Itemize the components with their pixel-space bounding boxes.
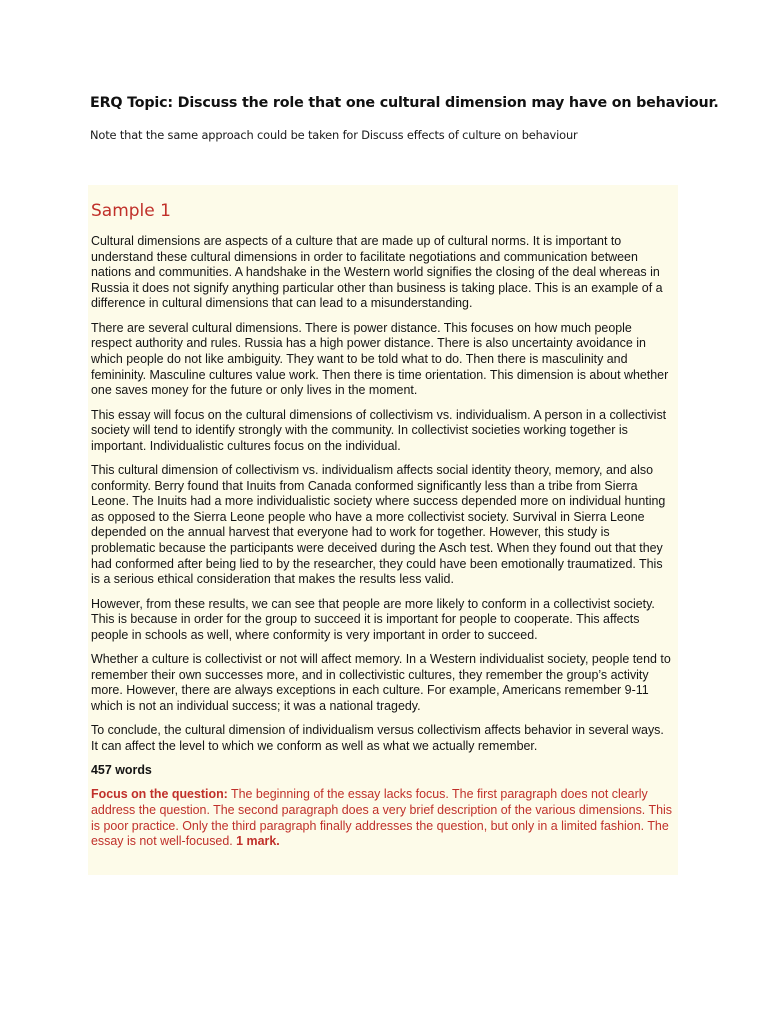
essay-paragraph-7: To conclude, the cultural dimension of individualism versus collectivism affects behavior in several ways. It can affect the level to which we conform as well as what we actually remember.: [91, 723, 664, 753]
sample-heading: Sample 1: [91, 201, 171, 221]
word-count: 457 words: [91, 763, 152, 778]
sample-panel: [88, 185, 678, 875]
feedback-text: The beginning of the essay lacks focus. The first paragraph does not clearly address the question. The second paragraph does a very brief description of the various dimensions. This is poor practice. Only the third paragraph finally addresses the question, but only in a limited fashion. The essay is not well-focused.: [91, 787, 672, 849]
essay-paragraph-2: There are several cultural dimensions. There is power distance. This focuses on how much people respect authority and rules. Russia has a high power distance. There is also uncertainty avoidance in which people do not like ambiguity. They want to be told what to do. Then there is masculinity and femininity. Masculine cultures value work. Then there is time orientation. This dimension is about whether one saves money for the future or only lives in the moment.: [91, 320, 669, 398]
essay-paragraph-3: This essay will focus on the cultural dimensions of collectivism vs. individualism. A person in a collectivist society will tend to identify strongly with the community. In collectivist societies working together is important. Individualistic cultures focus on the individual.: [91, 407, 667, 453]
feedback-mark: 1 mark.: [236, 834, 280, 849]
page-title: ERQ Topic: Discuss the role that one cultural dimension may have on behaviour.: [90, 95, 719, 111]
essay-paragraph-1: Cultural dimensions are aspects of a culture that are made up of cultural norms. It is important to understand these cultural dimensions in order to facilitate negotiations and communication between nations and communities. A handshake in the Western world signifies the closing of the deal whereas in Russia it does not signify anything particular other than business is taking place. This is an example of a difference in cultural dimensions that can lead to a misunderstanding.: [91, 234, 663, 311]
feedback-label: Focus on the question:: [91, 787, 228, 802]
feedback-comment: [91, 787, 674, 849]
essay-paragraph-4: This cultural dimension of collectivism vs. individualism affects social identity theory, memory, and also conformity. Berry found that Inuits from Canada conformed significantly less than a tribe from Sierra Leone. The Inuits had a more individualistic society where success depended more on individual hunting as opposed to the Sierra Leone people who have a more collectivist society. Survival in Sierra Leone depended on the annual harvest that everyone had to work for together. However, this study is problematic because the participants were deceived during the Asch test. When they found out that they had conformed after being lied to by the researcher, they could have been emotionally traumatized. This is a serious ethical consideration that makes the results less valid.: [91, 463, 666, 587]
essay-paragraph-6: Whether a culture is collectivist or not will affect memory. In a Western individualist society, people tend to remember their own successes more, and in collectivistic cultures, they remember the group’s activity more. However, there are always exceptions in each culture. For example, Americans remember 9-11 which is not an individual success; it was a national tragedy.: [91, 652, 671, 714]
essay-paragraph-5: However, from these results, we can see that people are more likely to conform in a collectivist society. This is because in order for the group to succeed it is important for people to cooperate. This affects people in schools as well, where conformity is very important in order to succeed.: [91, 596, 655, 642]
page-note: Note that the same approach could be taken for Discuss effects of culture on behaviour: [90, 128, 578, 142]
